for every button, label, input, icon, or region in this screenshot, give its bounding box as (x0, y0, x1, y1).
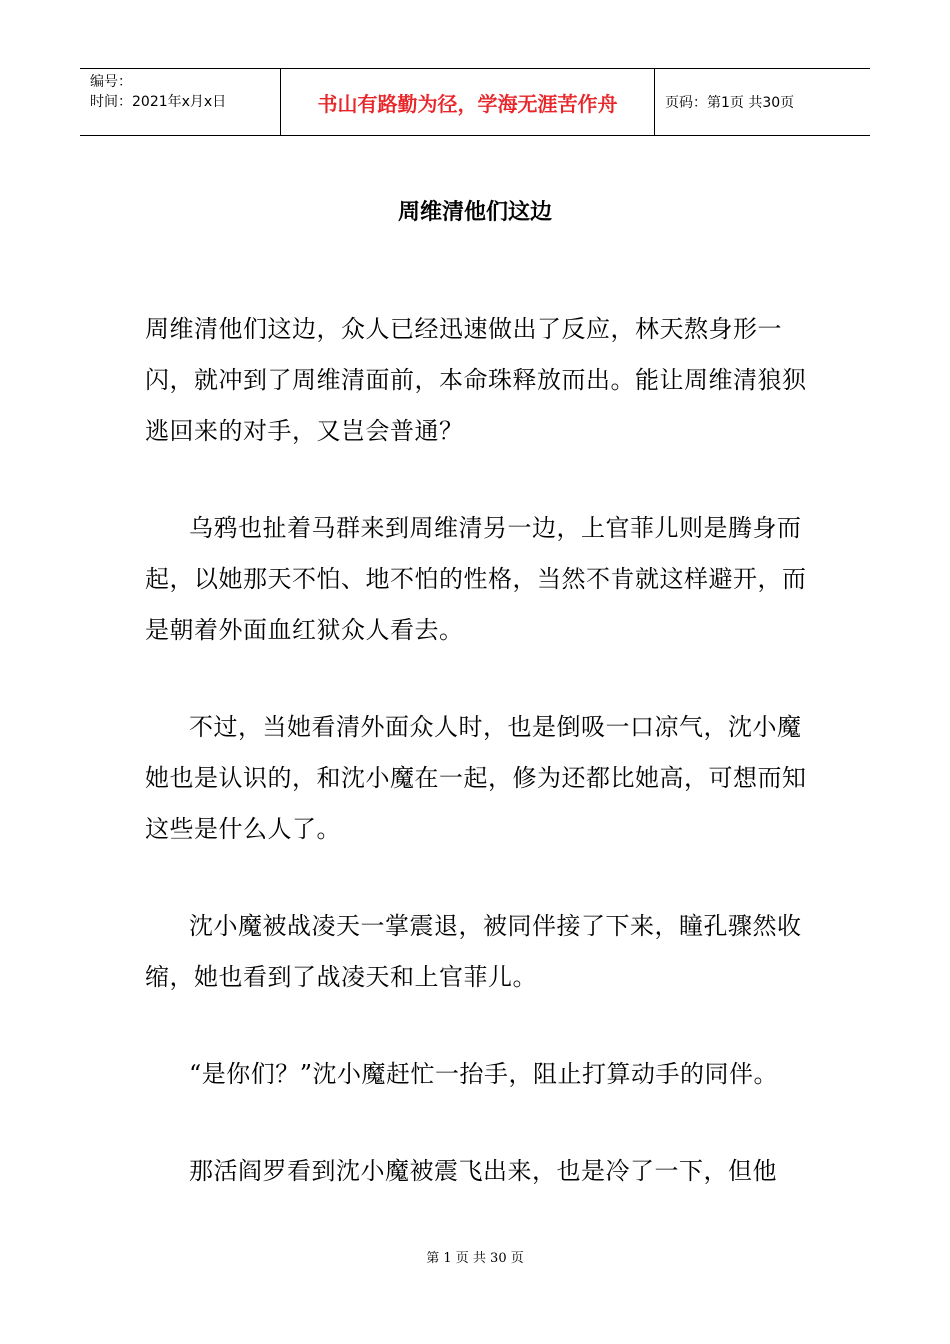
paragraph: 乌鸦也扯着马群来到周维清另一边，上官菲儿则是腾身而起，以她那天不怕、地不怕的性格，当然不肯就这样避开，而是朝着外面血红狱众人看去。 (145, 514, 807, 644)
serial-label: 编号： (90, 74, 132, 90)
motto-cell (281, 69, 655, 135)
page-code-cell (655, 69, 870, 135)
paragraph: “是你们？”沈小魔赶忙一抬手，阻止打算动手的同伴。 (189, 1060, 779, 1088)
paragraph: 沈小魔被战凌天一掌震退，被同伴接了下来，瞳孔骤然收缩，她也看到了战凌天和上官菲儿。 (145, 912, 802, 991)
page-footer: 第 1 页 共 30 页 (426, 1251, 524, 1266)
motto-text: 书山有路勤为径，学海无涯苦作舟 (317, 91, 618, 116)
paragraph: 不过，当她看清外面众人时，也是倒吸一口凉气，沈小魔她也是认识的，和沈小魔在一起，修为还都比她高，可想而知这些是什么人了。 (145, 713, 807, 843)
header-table (80, 68, 870, 136)
header-meta-cell (80, 69, 281, 135)
document-body (145, 304, 815, 1243)
paragraph: 那活阎罗看到沈小魔被震飞出来，也是冷了一下，但他 (189, 1157, 777, 1185)
paragraph: 周维清他们这边，众人已经迅速做出了反应，林天熬身形一闪，就冲到了周维清面前，本命珠释放而出。能让周维清狼狈逃回来的对手，又岂会普通？ (145, 315, 807, 445)
page-code-text: 页码：第1页 共30页 (665, 95, 795, 111)
time-label: 时间：2021年x月x日 (90, 94, 227, 110)
document-title: 周维清他们这边 (397, 199, 552, 225)
